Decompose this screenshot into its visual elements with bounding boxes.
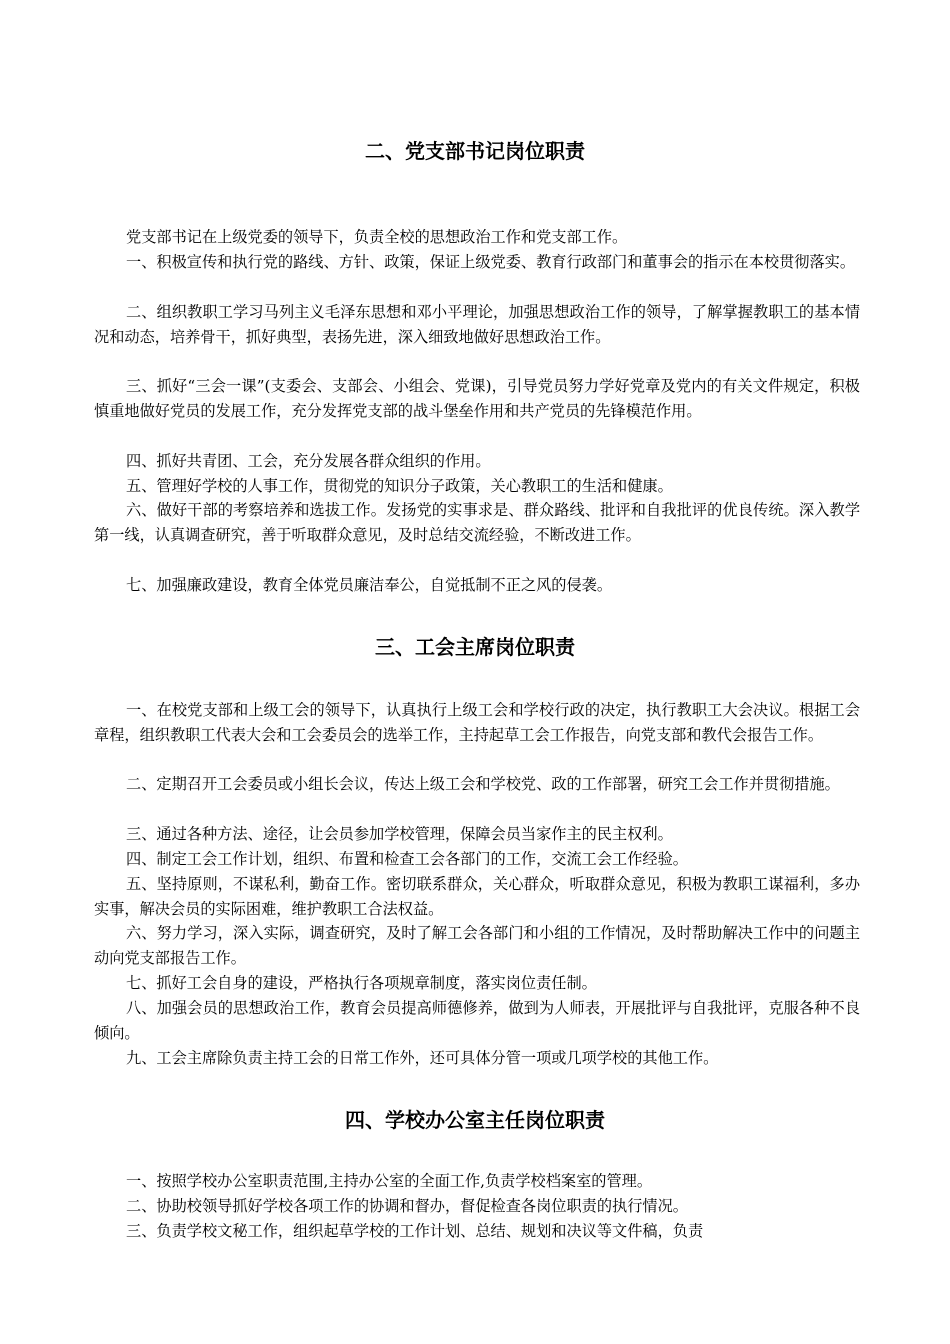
paragraph: 一、在校党支部和上级工会的领导下，认真执行上级工会和学校行政的决定，执行教职工大会决议。根据工会章程，组织教职工代表大会和工会委员会的选举工作，主持起草工会工作报告，向党支部和教代会报告工作。 — [94, 701, 860, 744]
paragraph: 三、负责学校文秘工作，组织起草学校的工作计划、总结、规划和决议等文件稿，负责 — [126, 1222, 704, 1240]
section-heading-union-chair: 三、工会主席岗位职责 — [375, 635, 575, 659]
paragraph: 四、制定工会工作计划，组织、布置和检查工会各部门的工作，交流工会工作经验。 — [126, 850, 688, 868]
paragraph: 三、通过各种方法、途径，让会员参加学校管理，保障会员当家作主的民主权利。 — [126, 825, 673, 843]
paragraph: 二、定期召开工会委员或小组长会议，传达上级工会和学校党、政的工作部署，研究工会工作并贯彻措施。 — [126, 775, 840, 793]
paragraph: 六、做好干部的考察培养和选拔工作。发扬党的实事求是、群众路线、批评和自我批评的优良传统。深入教学第一线，认真调查研究，善于听取群众意见，及时总结交流经验，不断改进工作。 — [94, 501, 860, 544]
paragraph: 五、管理好学校的人事工作，贯彻党的知识分子政策，关心教职工的生活和健康。 — [126, 477, 673, 495]
section-heading-office-director: 四、学校办公室主任岗位职责 — [345, 1108, 605, 1132]
paragraph: 一、按照学校办公室职责范围,主持办公室的全面工作,负责学校档案室的管理。 — [126, 1172, 653, 1190]
paragraph: 三、抓好“三会一课”(支委会、支部会、小组会、党课)，引导党员努力学好党章及党内的有关文件规定，积极慎重地做好党员的发展工作，充分发挥党支部的战斗堡垒作用和共产党员的先锋模范作用。 — [94, 377, 860, 420]
paragraph: 七、抓好工会自身的建设，严格执行各项规章制度，落实岗位责任制。 — [126, 974, 597, 992]
paragraph: 九、工会主席除负责主持工会的日常工作外，还可具体分管一项或几项学校的其他工作。 — [126, 1049, 719, 1067]
paragraph: 八、加强会员的思想政治工作，教育会员提高师德修养，做到为人师表，开展批评与自我批评，克服各种不良倾向。 — [94, 999, 860, 1042]
paragraph: 一、积极宣传和执行党的路线、方针、政策，保证上级党委、教育行政部门和董事会的指示在本校贯彻落实。 — [126, 253, 855, 271]
paragraph: 七、加强廉政建设，教育全体党员廉洁奉公，自觉抵制不正之风的侵袭。 — [126, 576, 612, 594]
paragraph: 五、坚持原则，不谋私利，勤奋工作。密切联系群众，关心群众，听取群众意见，积极为教职工谋福利，多办实事，解决会员的实际困难，维护教职工合法权益。 — [94, 875, 860, 918]
paragraph: 二、组织教职工学习马列主义毛泽东思想和邓小平理论，加强思想政治工作的领导，了解掌握教职工的基本情况和动态，培养骨干，抓好典型，表扬先进，深入细致地做好思想政治工作。 — [94, 303, 860, 346]
paragraph: 六、努力学习，深入实际，调查研究，及时了解工会各部门和小组的工作情况，及时帮助解决工作中的问题主动向党支部报告工作。 — [94, 924, 860, 967]
paragraph: 二、协助校领导抓好学校各项工作的协调和督办，督促检查各岗位职责的执行情况。 — [126, 1197, 688, 1215]
section-heading-party-secretary: 二、党支部书记岗位职责 — [365, 139, 585, 163]
paragraph: 党支部书记在上级党委的领导下，负责全校的思想政治工作和党支部工作。 — [126, 228, 628, 246]
paragraph: 四、抓好共青团、工会，充分发展各群众组织的作用。 — [126, 452, 491, 470]
